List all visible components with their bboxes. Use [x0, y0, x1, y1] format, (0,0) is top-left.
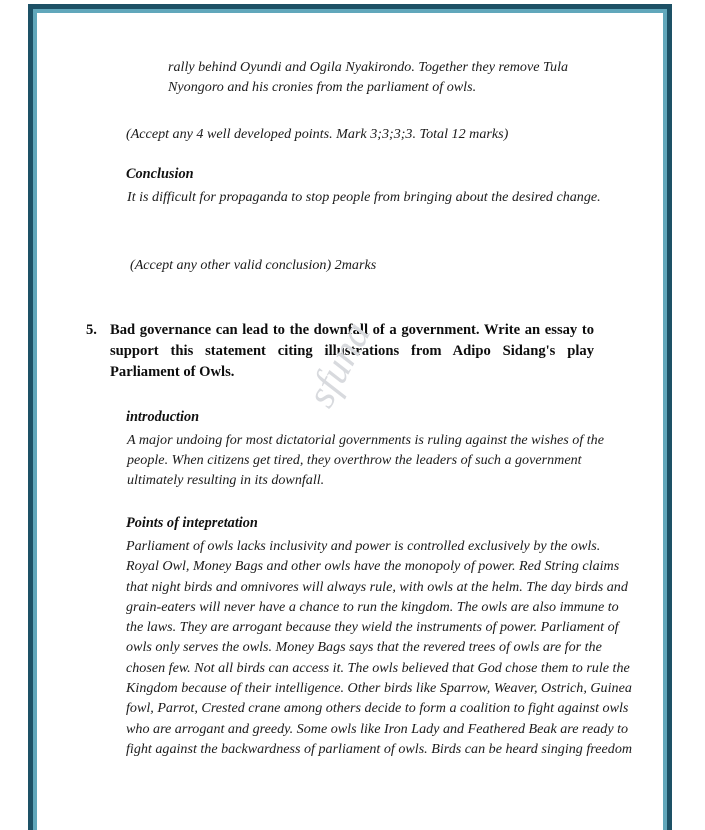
- continuation-paragraph: rally behind Oyundi and Ogila Nyakirondo. Together they remove Tula Nyongoro and his cronies from the parliament of owls.: [168, 59, 569, 96]
- question-text: Bad governance can lead to the downfall of a government. Write an essay to support this statement citing illustrations from Adipo Sidang's play Parliament of Owls.: [110, 322, 594, 381]
- accept-note-conclusion: (Accept any other valid conclusion) 2marks: [130, 257, 377, 273]
- points-of-interpretation-heading: Points of intepretation: [126, 515, 258, 531]
- question-number: 5.: [86, 322, 97, 338]
- conclusion-paragraph: It is difficult for propaganda to stop people from bringing about the desired change.: [127, 189, 601, 205]
- conclusion-heading: Conclusion: [126, 166, 194, 182]
- introduction-heading: introduction: [126, 409, 200, 425]
- points-of-interpretation-paragraph: Parliament of owls lacks inclusivity and power is controlled exclusively by the owls. Royal Owl, Money Bags and other owls have the monopoly of power. Red String claims that night birds and omnivores will always rule, with owls at the helm. The day birds and grain-eaters will never have a chance to run the kingdom. The owls are also immune to the laws. They are arrogant because they wield the instruments of power. Parliament of owls only serves the owls. Money Bags says that the revered trees of owls are for the chosen few. Not all birds can access it. The owls believed that God chose them to rule the Kingdom because of their intelligence. Other birds like Sparrow, Weaver, Ostrich, Guinea fowl, Parrot, Crested crane among others decide to form a coalition to fight against owls who are arrogant and greedy. Some owls like Iron Lady and Feathered Beak are ready to fight against the backwardness of parliament of owls. Birds can be heard singing freedom: [126, 538, 633, 757]
- introduction-paragraph: A major undoing for most dictatorial governments is ruling against the wishes of the people. When citizens get tired, they overthrow the leaders of such a government ultimately resulting in its downfall.: [127, 432, 604, 489]
- question-item-5: [86, 320, 594, 384]
- accept-note-marks: (Accept any 4 well developed points. Mark 3;3;3;3. Total 12 marks): [126, 126, 509, 142]
- watermark-text: sfuna: [296, 314, 380, 415]
